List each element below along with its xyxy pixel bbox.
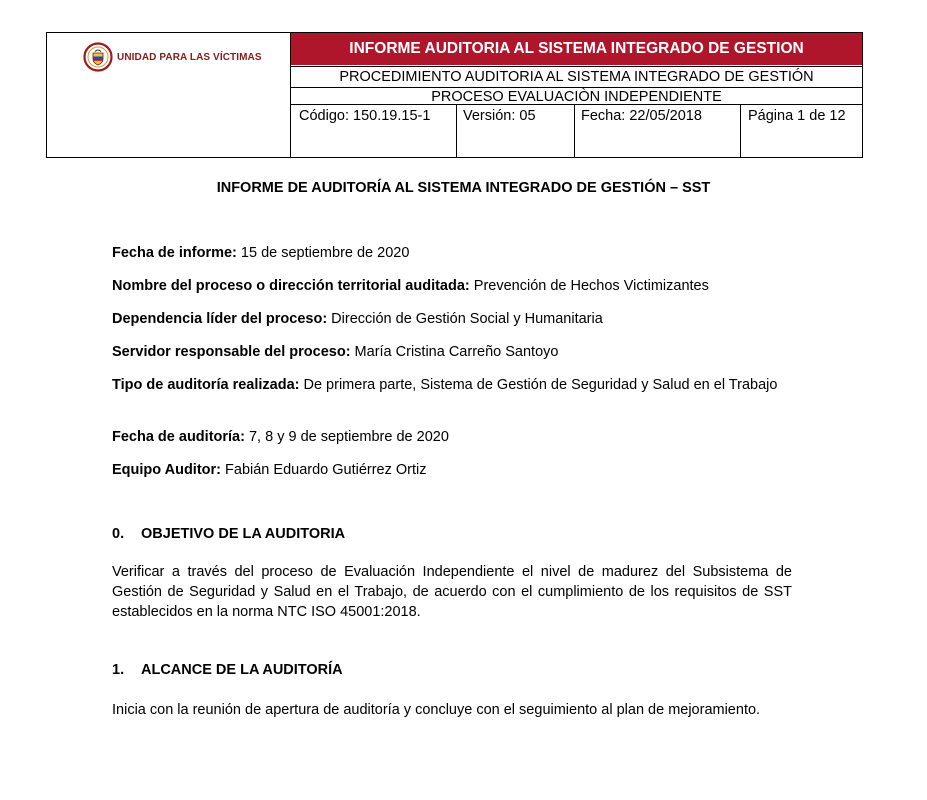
page-cell: Página 1 de 12 [748, 108, 846, 124]
field-value: 7, 8 y 9 de septiembre de 2020 [244, 429, 449, 445]
field-nombre-proceso [112, 276, 802, 296]
logo-cell [47, 33, 291, 157]
date-cell: Fecha: 22/05/2018 [575, 105, 741, 158]
field-value: De primera parte, Sistema de Gestión de Seguridad y Salud en el Trabajo [299, 377, 778, 393]
field-value: 15 de septiembre de 2020 [236, 245, 410, 261]
version-cell: Versión: 05 [457, 105, 575, 158]
code-cell: Código: 150.19.15-1 [291, 105, 457, 158]
coat-of-arms-icon [83, 42, 113, 72]
section-text-alcance: Inicia con la reunión de apertura de auditoría y concluye con el seguimiento al plan de mejoramiento. [112, 702, 761, 718]
field-value: Prevención de Hechos Victimizantes [469, 278, 709, 294]
document-title: INFORME DE AUDITORÍA AL SISTEMA INTEGRADO DE GESTIÓN – SST [216, 180, 711, 196]
document-header [46, 32, 863, 158]
metadata-row [291, 104, 862, 157]
report-title-bar: INFORME AUDITORIA AL SISTEMA INTEGRADO DE GESTION [291, 33, 862, 65]
section-text-objetivo: Verificar a través del proceso de Evaluación Independiente el nivel de madurez del Subsistema de Gestión de Seguridad y Salud en el Trabajo, de acuerdo con el cumplimiento de los requisitos de SST establecidos en la norma NTC ISO 45001:2018. [112, 564, 792, 620]
field-servidor [112, 342, 802, 362]
section-title: OBJETIVO DE LA AUDITORIA [141, 526, 346, 542]
field-equipo-auditor [112, 460, 802, 480]
process-name: PROCESO EVALUACIÒN INDEPENDIENTE [291, 87, 862, 104]
field-label: Fecha de informe: [112, 245, 237, 261]
field-dependencia [112, 309, 802, 329]
field-label: Dependencia líder del proceso: [112, 311, 328, 327]
field-label: Fecha de auditoría: [112, 429, 245, 445]
field-fecha-auditoria [112, 427, 802, 447]
field-label: Nombre del proceso o dirección territorial auditada: [112, 278, 470, 294]
section-heading-alcance [112, 662, 343, 678]
section-title: ALCANCE DE LA AUDITORÍA [141, 662, 343, 678]
field-tipo-auditoria [112, 375, 802, 395]
section-number: 0. [112, 526, 125, 542]
field-label: Tipo de auditoría realizada: [112, 377, 300, 393]
field-label: Equipo Auditor: [112, 462, 221, 478]
field-value: Dirección de Gestión Social y Humanitaria [327, 311, 603, 327]
field-label: Servidor responsable del proceso: [112, 344, 351, 360]
field-fecha-informe [112, 243, 802, 263]
section-number: 1. [112, 662, 125, 678]
logo-text: UNIDAD PARA LAS VÍCTIMAS [117, 51, 262, 63]
field-value: Fabián Eduardo Gutiérrez Ortiz [221, 462, 427, 478]
unidad-victimas-logo [83, 42, 262, 72]
field-value: María Cristina Carreño Santoyo [350, 344, 559, 360]
procedure-title: PROCEDIMIENTO AUDITORIA AL SISTEMA INTEGRADO DE GESTIÓN [291, 66, 862, 87]
section-heading-objetivo [112, 526, 345, 542]
